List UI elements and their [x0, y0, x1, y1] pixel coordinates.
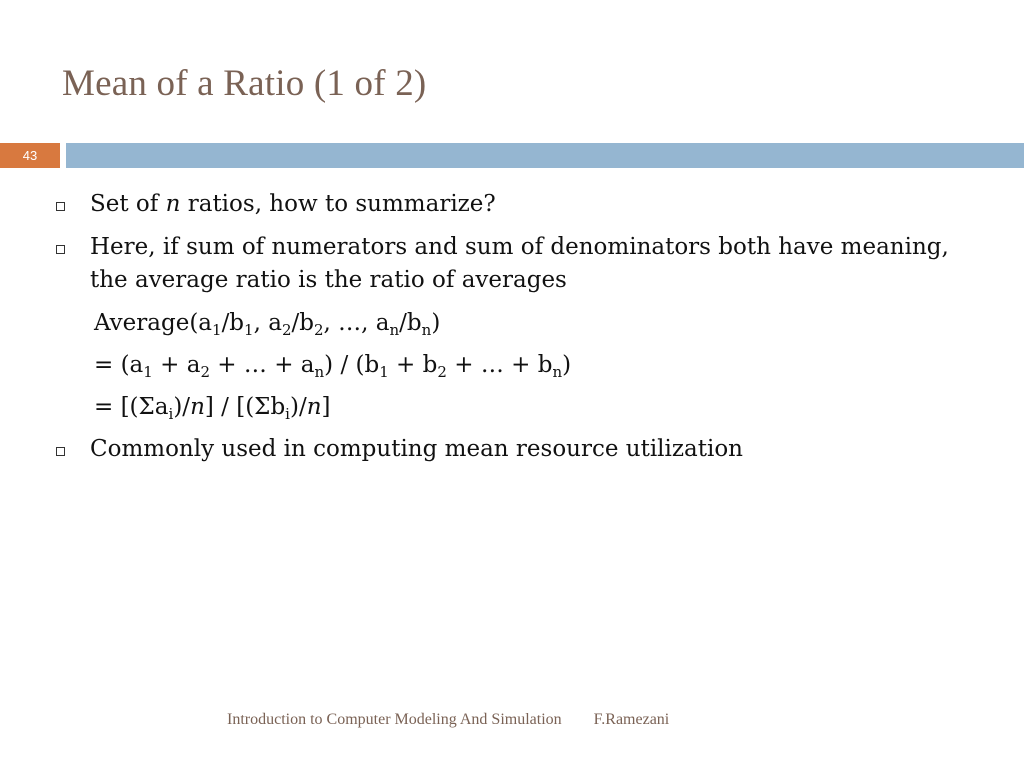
formula-text: )/ — [289, 394, 307, 420]
square-bullet-icon — [56, 202, 65, 211]
formula-text: )/ — [173, 394, 191, 420]
formula-variable: n — [306, 394, 322, 420]
formula-text: = (a — [94, 352, 144, 378]
slide-number-badge: 43 — [0, 143, 60, 168]
formula-subscript: n — [552, 363, 563, 381]
formula-subscript: 1 — [212, 321, 222, 339]
formula-text: + … + b — [446, 352, 553, 378]
formula-subscript: n — [389, 321, 400, 339]
bullet-1-text-prefix: Set of — [90, 191, 166, 217]
bullet-1-text-suffix: ratios, how to summarize? — [180, 191, 496, 217]
bullet-item-1 — [52, 188, 972, 221]
formula-sum-ratio — [52, 349, 972, 382]
formula-subscript: 1 — [379, 363, 389, 381]
formula-text: ] / [(Σb — [204, 394, 286, 420]
formula-sigma-ratio — [52, 391, 972, 424]
formula-subscript: 2 — [313, 321, 324, 339]
formula-subscript: 1 — [143, 363, 153, 381]
formula-average — [52, 307, 972, 340]
formula-text: + a — [152, 352, 201, 378]
formula-text: ] — [321, 394, 331, 420]
formula-subscript: i — [285, 405, 290, 423]
footer-course: Introduction to Computer Modeling And Simulation — [227, 711, 562, 728]
formula-text: /b — [399, 310, 422, 336]
formula-text: + b — [388, 352, 438, 378]
bullet-item-3 — [52, 433, 972, 466]
formula-text: , a — [253, 310, 282, 336]
formula-text: ) — [562, 352, 572, 378]
formula-text: /b — [221, 310, 245, 336]
formula-subscript: n — [421, 321, 432, 339]
square-bullet-icon — [56, 245, 65, 254]
bullet-2-text: Here, if sum of numerators and sum of denominators both have meaning, the average ratio is the ratio of averages — [90, 234, 949, 293]
formula-variable: n — [190, 394, 205, 420]
formula-text: Average(a — [94, 310, 213, 336]
slide-body — [52, 188, 972, 476]
formula-subscript: 2 — [200, 363, 210, 381]
header-bar — [66, 143, 1024, 168]
formula-text: /b — [291, 310, 314, 336]
formula-subscript: i — [168, 405, 174, 423]
formula-text: ) / (b — [324, 352, 380, 378]
bullet-item-2 — [52, 231, 972, 297]
formula-subscript: 1 — [244, 321, 254, 339]
formula-text: , …, a — [323, 310, 390, 336]
formula-text: = [(Σa — [94, 394, 169, 420]
footer-author: F.Ramezani — [593, 711, 670, 728]
square-bullet-icon — [56, 447, 65, 456]
formula-subscript: 2 — [281, 321, 292, 339]
bullet-3-text: Commonly used in computing mean resource utilization — [90, 436, 743, 462]
formula-text: ) — [431, 310, 441, 336]
formula-text: + … + a — [209, 352, 315, 378]
slide-footer — [227, 711, 669, 729]
formula-subscript: n — [314, 363, 325, 381]
slide-title: Mean of a Ratio (1 of 2) — [62, 63, 427, 104]
formula-subscript: 2 — [437, 363, 447, 381]
bullet-1-variable: n — [165, 191, 181, 217]
